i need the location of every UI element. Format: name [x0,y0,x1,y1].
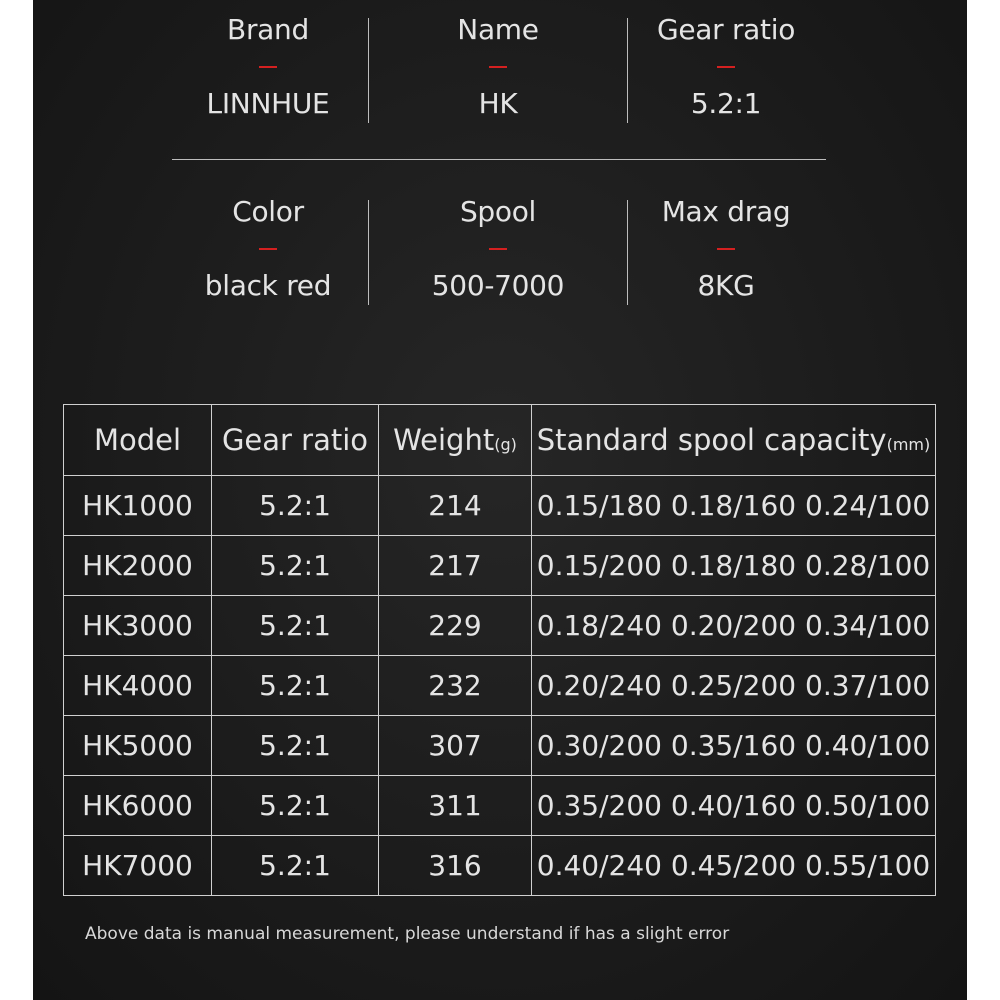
spec-max-drag [611,192,841,306]
cell-capacity: 0.35/200 0.40/160 0.50/100 [532,776,936,836]
red-dash-divider [259,248,277,250]
cell-model: HK3000 [64,596,212,656]
spec-label: Max drag [661,195,791,228]
header-model: Model [64,405,212,476]
cell-capacity: 0.18/240 0.20/200 0.34/100 [532,596,936,656]
red-dash-divider [717,66,735,68]
model-spec-table [63,404,936,896]
header-capacity-label: Standard spool capacity [536,423,887,457]
table-header-row [64,405,936,476]
cell-gear-ratio: 5.2:1 [212,536,379,596]
spec-label: Brand [227,13,309,46]
spec-spool [383,192,613,306]
horizontal-divider [172,159,826,160]
table-row [64,596,936,656]
spec-label: Color [232,195,304,228]
cell-gear-ratio: 5.2:1 [212,836,379,896]
spec-value: 8KG [697,269,755,302]
header-weight-unit: (g) [494,435,517,454]
measurement-note: Above data is manual measurement, please understand if has a slight error [85,924,730,944]
table-row [64,836,936,896]
cell-weight: 311 [379,776,532,836]
vertical-divider [368,200,369,305]
spec-gear-ratio [611,10,841,124]
table-row [64,476,936,536]
spec-name [383,10,613,124]
cell-model: HK7000 [64,836,212,896]
spec-row-1 [33,10,967,130]
red-dash-divider [489,248,507,250]
cell-weight: 232 [379,656,532,716]
red-dash-divider [259,66,277,68]
cell-weight: 214 [379,476,532,536]
cell-model: HK2000 [64,536,212,596]
cell-gear-ratio: 5.2:1 [212,596,379,656]
cell-model: HK5000 [64,716,212,776]
spec-value: 5.2:1 [690,87,762,120]
spec-row-2 [33,192,967,312]
spec-label: Gear ratio [656,13,796,46]
spec-panel [33,0,967,1000]
cell-weight: 229 [379,596,532,656]
cell-model: HK1000 [64,476,212,536]
spec-value: LINNHUE [206,87,330,120]
cell-model: HK6000 [64,776,212,836]
cell-capacity: 0.40/240 0.45/200 0.55/100 [532,836,936,896]
spec-label: Name [457,13,539,46]
cell-weight: 316 [379,836,532,896]
header-capacity [532,405,936,476]
spec-value: HK [478,87,518,120]
cell-gear-ratio: 5.2:1 [212,716,379,776]
vertical-divider [368,18,369,123]
spec-label: Spool [459,195,537,228]
header-capacity-unit: (mm) [886,435,931,454]
cell-model: HK4000 [64,656,212,716]
spec-value: 500-7000 [431,269,565,302]
table-row [64,776,936,836]
cell-capacity: 0.15/200 0.18/180 0.28/100 [532,536,936,596]
cell-gear-ratio: 5.2:1 [212,476,379,536]
header-weight-label: Weight [393,423,495,457]
cell-weight: 307 [379,716,532,776]
spec-color [153,192,383,306]
header-weight [379,405,532,476]
header-gear-ratio: Gear ratio [212,405,379,476]
table-row [64,656,936,716]
table-row [64,716,936,776]
cell-capacity: 0.15/180 0.18/160 0.24/100 [532,476,936,536]
cell-capacity: 0.20/240 0.25/200 0.37/100 [532,656,936,716]
spec-brand [153,10,383,124]
red-dash-divider [489,66,507,68]
table-row [64,536,936,596]
cell-gear-ratio: 5.2:1 [212,776,379,836]
red-dash-divider [717,248,735,250]
cell-capacity: 0.30/200 0.35/160 0.40/100 [532,716,936,776]
cell-gear-ratio: 5.2:1 [212,656,379,716]
cell-weight: 217 [379,536,532,596]
spec-value: black red [204,269,332,302]
